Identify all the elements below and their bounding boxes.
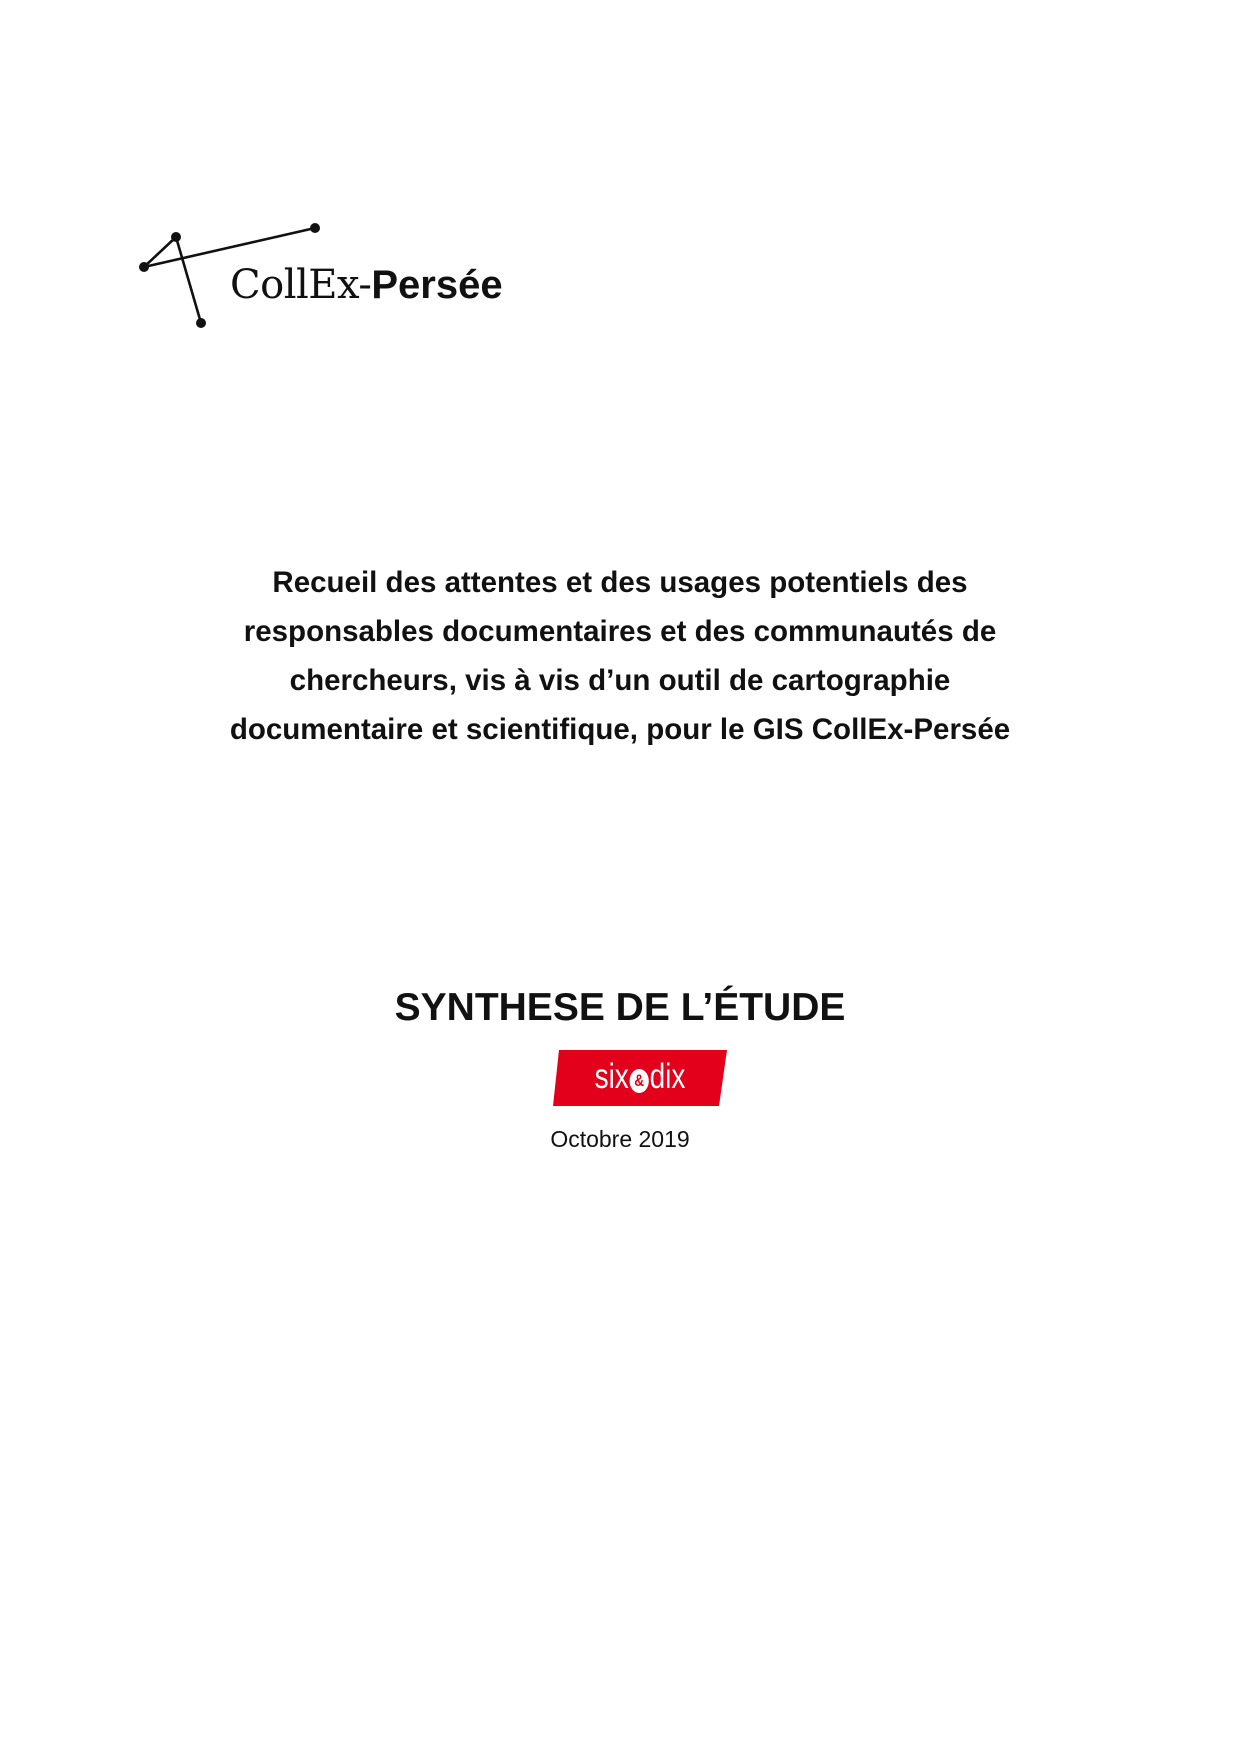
document-subtitle: SYNTHESE DE L’ÉTUDE — [394, 986, 846, 1029]
collex-persee-logo — [138, 215, 518, 335]
brand-text-dix: dix — [649, 1057, 686, 1096]
logo-text-collex: CollEx- — [230, 262, 372, 308]
logo-text-persee: Persée — [371, 263, 503, 307]
logo-wordmark — [230, 262, 503, 308]
title-line: Recueil des attentes et des usages potentiels des — [272, 566, 968, 599]
title-line: documentaire et scientifique, pour le GIS CollEx-Persée — [229, 713, 1011, 746]
brand-wordmark — [570, 1055, 709, 1099]
title-line: responsables documentaires et des communautés de — [243, 615, 997, 648]
six-et-dix-logo — [553, 1050, 727, 1106]
ampersand-icon: & — [630, 1069, 649, 1093]
document-title — [170, 558, 1070, 754]
brand-text-six: six — [594, 1057, 629, 1096]
title-line: chercheurs, vis à vis d’un outil de cartographie — [289, 664, 951, 697]
document-date: Octobre 2019 — [550, 1126, 690, 1152]
